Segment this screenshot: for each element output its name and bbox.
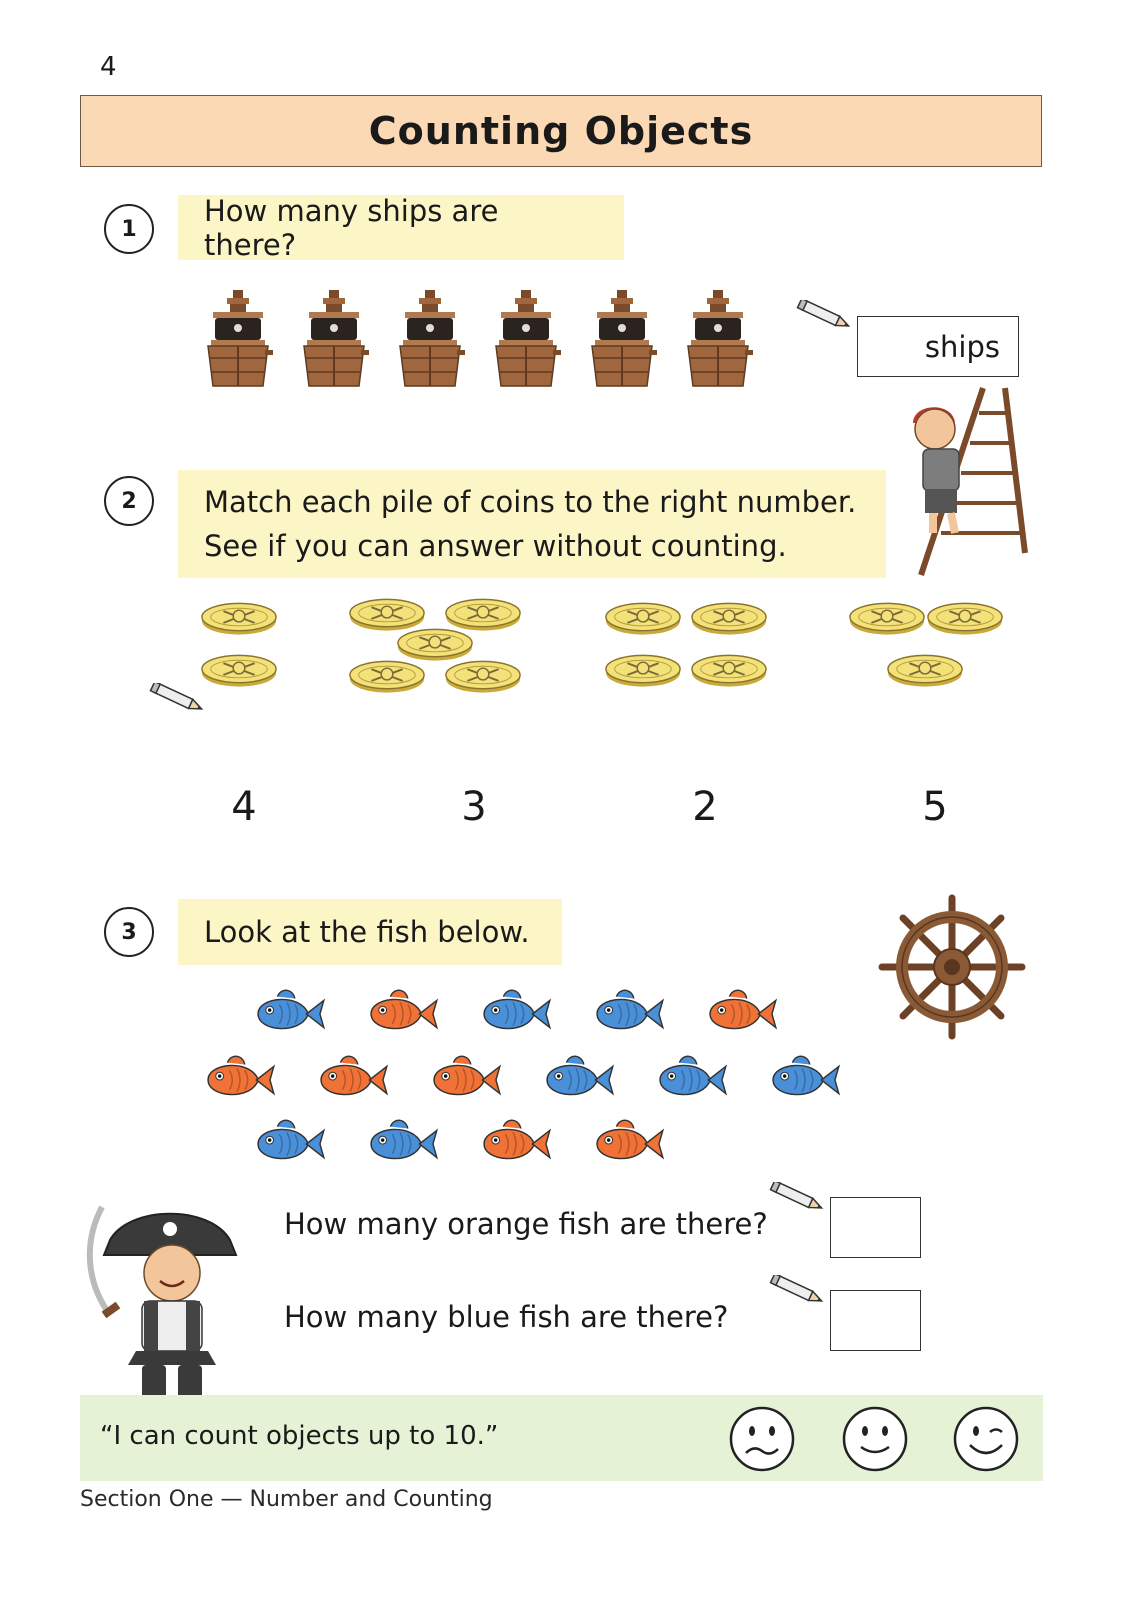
title-bar: [80, 95, 1042, 167]
blue-fish-icon: [363, 1115, 441, 1173]
pencil-icon: [148, 683, 208, 713]
blue-fish-icon: [250, 985, 328, 1043]
orange-fish-icon: [426, 1051, 504, 1109]
section-footer: Section One — Number and Counting: [80, 1487, 493, 1512]
coin-icon: [690, 600, 768, 636]
ships-answer-box[interactable]: [857, 316, 1019, 377]
question-3-text: Look at the fish below.: [204, 915, 530, 949]
blue-fish-icon: [476, 985, 554, 1043]
orange-fish-icon: [589, 1115, 667, 1173]
ship-icon: [491, 290, 561, 390]
wink-face-icon[interactable]: [952, 1405, 1020, 1473]
blue-fish-icon: [765, 1051, 843, 1109]
blue-fish-icon: [589, 985, 667, 1043]
coin-icon: [926, 600, 1004, 636]
number-choice-4[interactable]: 4: [231, 784, 257, 830]
coin-pile-5[interactable]: [348, 596, 528, 700]
smile-face-icon[interactable]: [841, 1405, 909, 1473]
fish-field: [200, 985, 850, 1185]
pirate-on-ladder-illustration: [893, 383, 1033, 578]
coin-icon: [690, 652, 768, 688]
coin-icon: [848, 600, 926, 636]
coin-pile-2[interactable]: [200, 600, 284, 700]
question-2-line-1: Match each pile of coins to the right number.: [204, 485, 857, 519]
orange-fish-icon: [702, 985, 780, 1043]
blue-fish-question: How many blue fish are there?: [284, 1300, 729, 1334]
ship-icon: [203, 290, 273, 390]
number-choice-5[interactable]: 5: [922, 784, 948, 830]
pencil-icon: [795, 300, 855, 330]
number-choice-2[interactable]: 2: [692, 784, 718, 830]
coin-icon: [604, 600, 682, 636]
ships-row: [203, 290, 763, 390]
coin-icon: [604, 652, 682, 688]
ship-icon: [683, 290, 753, 390]
question-1-number: 1: [104, 204, 154, 254]
orange-fish-icon: [363, 985, 441, 1043]
ship-icon: [395, 290, 465, 390]
orange-fish-question: How many orange fish are there?: [284, 1207, 768, 1241]
coin-icon: [444, 658, 522, 694]
coin-pile-3[interactable]: [848, 600, 1008, 700]
orange-fish-answer-box[interactable]: [830, 1197, 921, 1258]
ship-wheel-illustration: [876, 892, 1028, 1042]
orange-fish-icon: [200, 1051, 278, 1109]
orange-fish-icon: [476, 1115, 554, 1173]
coin-pile-4[interactable]: [604, 600, 774, 700]
question-2-number: 2: [104, 476, 154, 526]
coin-icon: [886, 652, 964, 688]
blue-fish-answer-box[interactable]: [830, 1290, 921, 1351]
question-2-box: [178, 470, 886, 578]
pirate-with-sword-illustration: [80, 1205, 250, 1405]
pencil-icon: [768, 1275, 828, 1305]
blue-fish-icon: [250, 1115, 328, 1173]
number-choice-3[interactable]: 3: [461, 784, 487, 830]
unsure-face-icon[interactable]: [728, 1405, 796, 1473]
question-3-box: [178, 899, 562, 965]
question-3-number: 3: [104, 907, 154, 957]
coin-icon: [200, 600, 278, 636]
coin-icon: [200, 652, 278, 688]
blue-fish-icon: [539, 1051, 617, 1109]
page-title: Counting Objects: [368, 109, 754, 153]
ship-icon: [587, 290, 657, 390]
question-1-box: [178, 195, 624, 260]
question-1-text: How many ships are there?: [204, 193, 499, 262]
ships-unit-label: ships: [924, 329, 1000, 364]
page-number: 4: [100, 52, 117, 82]
coin-icon: [396, 626, 474, 662]
ship-icon: [299, 290, 369, 390]
self-assessment-statement: “I can count objects up to 10.”: [100, 1421, 499, 1451]
orange-fish-icon: [313, 1051, 391, 1109]
blue-fish-icon: [652, 1051, 730, 1109]
question-2-line-2: See if you can answer without counting.: [204, 529, 787, 563]
coin-icon: [348, 658, 426, 694]
pencil-icon: [768, 1182, 828, 1212]
